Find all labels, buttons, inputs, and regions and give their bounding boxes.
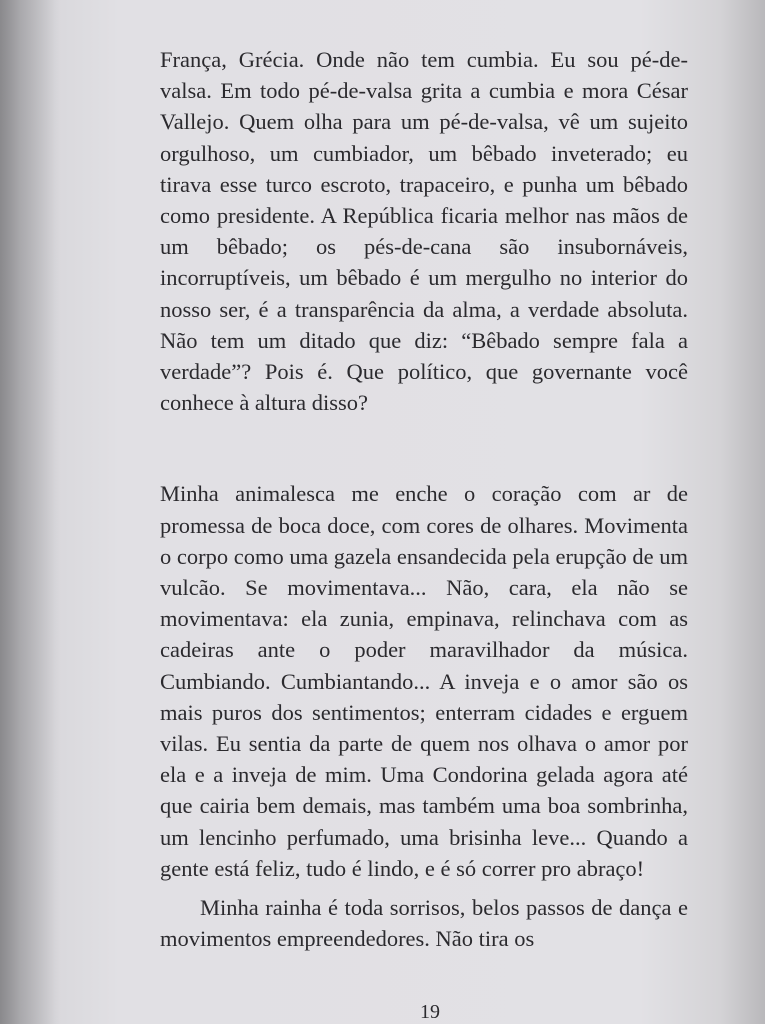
paragraph-2: Minha animalesca me enche o coração com ar de promessa de boca doce, com cores de olhares. Movimenta o corpo como uma gazela ensandecida pela erupção de um vulcão. Se movimentava... Não, cara, ela não se movimentava: ela zunia, empinava, relinchava com as cadeiras ante o poder maravilhador da música. Cumbiando. Cumbiantando... A inveja e o amor são os mais puros dos sentimentos; enterram cidades e erguem vilas. Eu sentia da parte de quem nos olhava o amor por ela e a inveja de mim. Uma Condorina gelada agora até que cairia bem demais, mas também uma boa sombrinha, um lencinho perfumado, uma brisinha leve... Quando a gente está feliz, tudo é lindo, e é só correr pro abraço! xyxy=(160,481,688,881)
page-number: 19 xyxy=(420,1001,440,1023)
paragraph-3: Minha rainha é toda sorrisos, belos passos de dança e movimentos empreendedores. Não tira os xyxy=(160,895,688,952)
paragraph-1: França, Grécia. Onde não tem cumbia. Eu sou pé-de-valsa. Em todo pé-de-valsa grita a cumbia e mora César Vallejo. Quem olha para um pé-de-valsa, vê um sujeito orgulhoso, um cumbiador, um bêbado inveterado; eu tirava esse turco escroto, trapaceiro, e punha um bêbado como presidente. A República ficaria melhor nas mãos de um bêbado; os pés-de-cana são insubornáveis, incorruptíveis, um bêbado é um mergulho no interior do nosso ser, é a transparência da alma, a verdade absoluta. Não tem um ditado que diz: “Bêbado sempre fala a verdade”? Pois é. Que político, que governante você conhece à altura disso? xyxy=(160,47,688,416)
page-fold-shadow xyxy=(0,0,60,1024)
book-page-text xyxy=(160,44,688,954)
